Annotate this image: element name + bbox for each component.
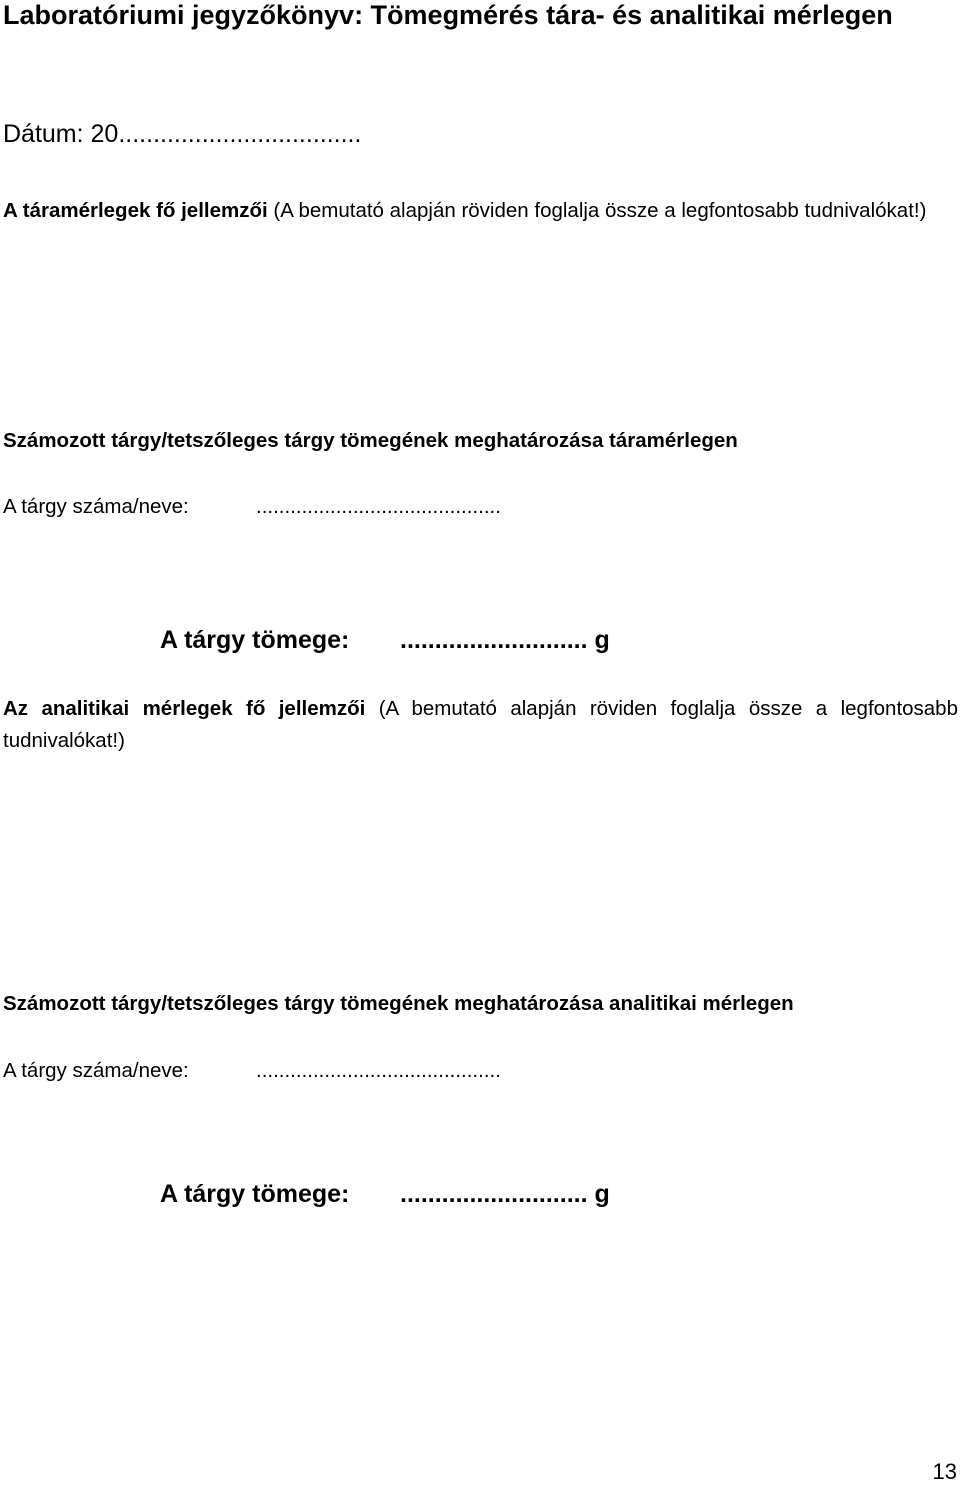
section2-object-label: A tárgy száma/neve: xyxy=(3,1059,189,1082)
section2-intro-bold: Az analitikai mérlegek fő jellemzői xyxy=(3,697,366,720)
section1-object-blank: ........................................... xyxy=(256,495,501,518)
section1-intro xyxy=(3,195,958,227)
section2-object-blank: ........................................... xyxy=(256,1059,501,1082)
section2-mass-label: A tárgy tömege: xyxy=(160,1180,350,1208)
section2-mass-unit: g xyxy=(587,1180,610,1208)
section1-heading: Számozott tárgy/tetszőleges tárgy tömegének meghatározása táramérlegen xyxy=(3,429,738,452)
page-title: Laboratóriumi jegyzőkönyv: Tömegmérés tára- és analitikai mérlegen xyxy=(3,0,893,30)
section2-intro xyxy=(3,693,958,757)
section1-intro-bold: A táramérlegek fő jellemzői xyxy=(3,199,268,222)
section1-mass-label: A tárgy tömege: xyxy=(160,626,350,654)
section2-intro-text: (A bemutató alapján röviden foglalja össze a legfontosabb tudnivalókat!) xyxy=(3,697,958,752)
page-number: 13 xyxy=(932,1459,957,1484)
section2-heading: Számozott tárgy/tetszőleges tárgy tömegének meghatározása analitikai mérlegen xyxy=(3,992,794,1015)
section1-object-label: A tárgy száma/neve: xyxy=(3,495,189,518)
section1-object-row xyxy=(3,493,501,521)
date-blank: ................................... xyxy=(118,120,362,148)
date-line xyxy=(3,118,361,150)
section2-mass-row xyxy=(160,1177,610,1211)
section1-mass-row xyxy=(160,623,610,657)
section1-mass-blank: ........................... xyxy=(400,626,588,654)
section2-object-row xyxy=(3,1057,501,1085)
section1-mass-unit: g xyxy=(587,626,610,654)
date-label: Dátum: 20 xyxy=(3,120,119,148)
section1-intro-text: (A bemutató alapján röviden foglalja össze a legfontosabb tudnivalókat!) xyxy=(267,199,927,222)
section2-mass-blank: ........................... xyxy=(400,1180,588,1208)
